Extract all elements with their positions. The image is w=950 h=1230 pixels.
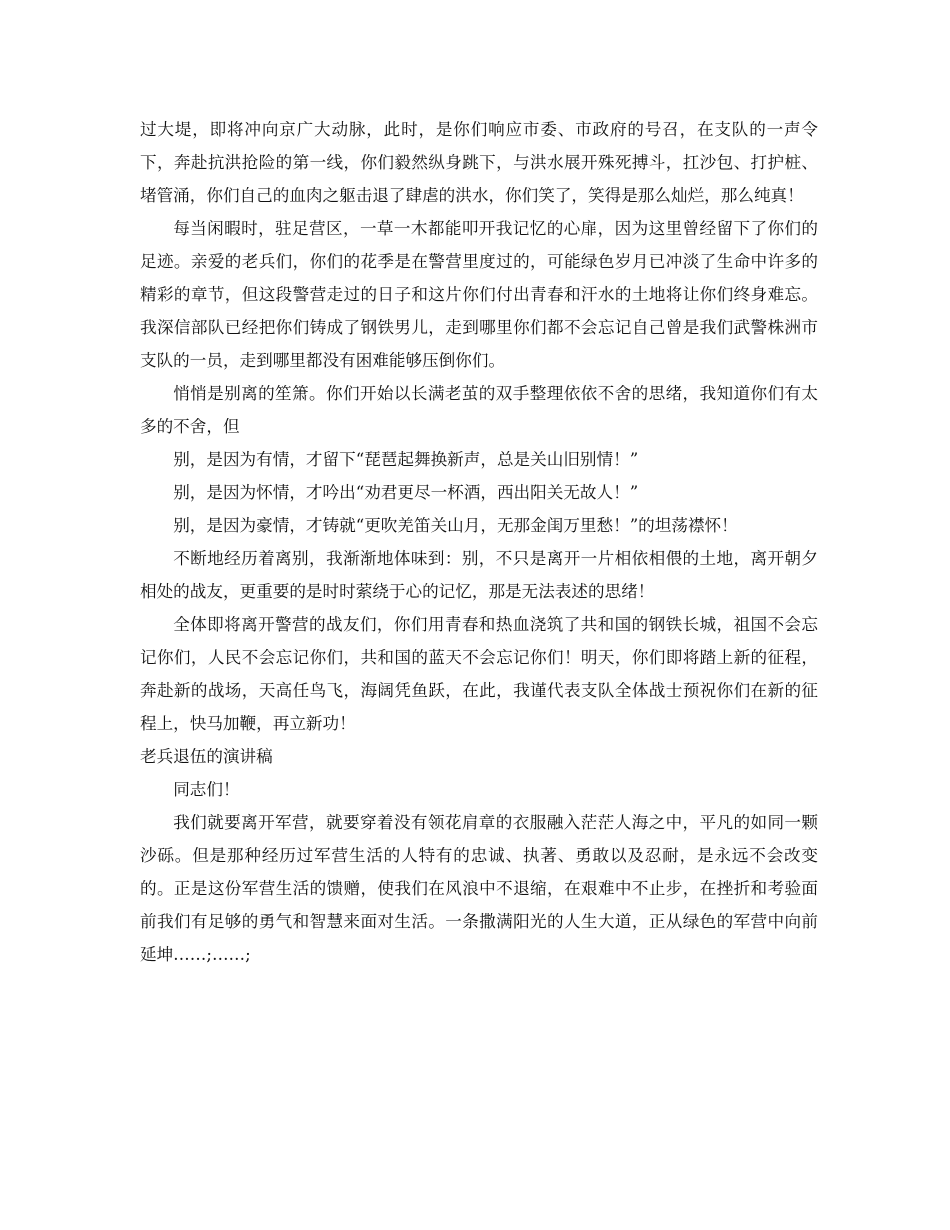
- paragraph-4: 别，是因为有情，才留下“琵琶起舞换新声，总是关山旧别情！”: [173, 450, 639, 469]
- paragraph-1: 过大堤，即将冲向京广大动脉，此时，是你们响应市委、市政府的号召，在支队的一声令下，奔赴抗洪抢险的第一线，你们毅然纵身跳下，与洪水展开殊死搏斗，扛沙包、打护桩、堵管涌，你们自己的血肉之躯击退了肆虐的洪水，你们笑了，笑得是那么灿烂，那么纯真！: [140, 120, 818, 205]
- paragraph-8: 全体即将离开警营的战友们，你们用青春和热血浇筑了共和国的钢铁长城，祖国不会忘记你们，人民不会忘记你们，共和国的蓝天不会忘记你们！明天，你们即将踏上新的征程，奔赴新的战场，天高任鸟飞，海阔凭鱼跃，在此，我谨代表支队全体战士预祝你们在新的征程上，快马加鞭，再立新功！: [140, 615, 818, 733]
- paragraph-3: 悄悄是别离的笙箫。你们开始以长满老茧的双手整理依依不舍的思绪，我知道你们有太多的不舍，但: [140, 384, 818, 436]
- section-title: 老兵退伍的演讲稿: [140, 747, 273, 766]
- paragraph-9: 同志们！: [173, 780, 240, 799]
- paragraph-7: 不断地经历着离别，我渐渐地体味到：别，不只是离开一片相依相偎的土地，离开朝夕相处的战友，更重要的是时时萦绕于心的记忆，那是无法表述的思绪！: [140, 549, 818, 601]
- document-body: [140, 113, 818, 971]
- paragraph-10: 我们就要离开军营，就要穿着没有领花肩章的衣服融入茫茫人海之中，平凡的如同一颗沙砾。但是那种经历过军营生活的人特有的忠诚、执著、勇敢以及忍耐，是永远不会改变的。正是这份军营生活的馈赠，使我们在风浪中不退缩，在艰难中不止步，在挫折和考验面前我们有足够的勇气和智慧来面对生活。一条撒满阳光的人生大道，正从绿色的军营中向前延坤……;……;: [140, 813, 818, 964]
- paragraph-6: 别，是因为豪情，才铸就“更吹羌笛关山月，无那金闺万里愁！”的坦荡襟怀！: [173, 516, 738, 535]
- paragraph-2: 每当闲暇时，驻足营区，一草一木都能叩开我记忆的心扉，因为这里曾经留下了你们的足迹。亲爱的老兵们，你们的花季是在警营里度过的，可能绿色岁月已冲淡了生命中许多的精彩的章节，但这段警营走过的日子和这片你们付出青春和汗水的土地将让你们终身难忘。我深信部队已经把你们铸成了钢铁男儿，走到哪里你们都不会忘记自己曾是我们武警株洲市支队的一员，走到哪里都没有困难能够压倒你们。: [140, 219, 818, 370]
- paragraph-5: 别，是因为怀情，才吟出“劝君更尽一杯酒，西出阳关无故人！”: [173, 483, 639, 502]
